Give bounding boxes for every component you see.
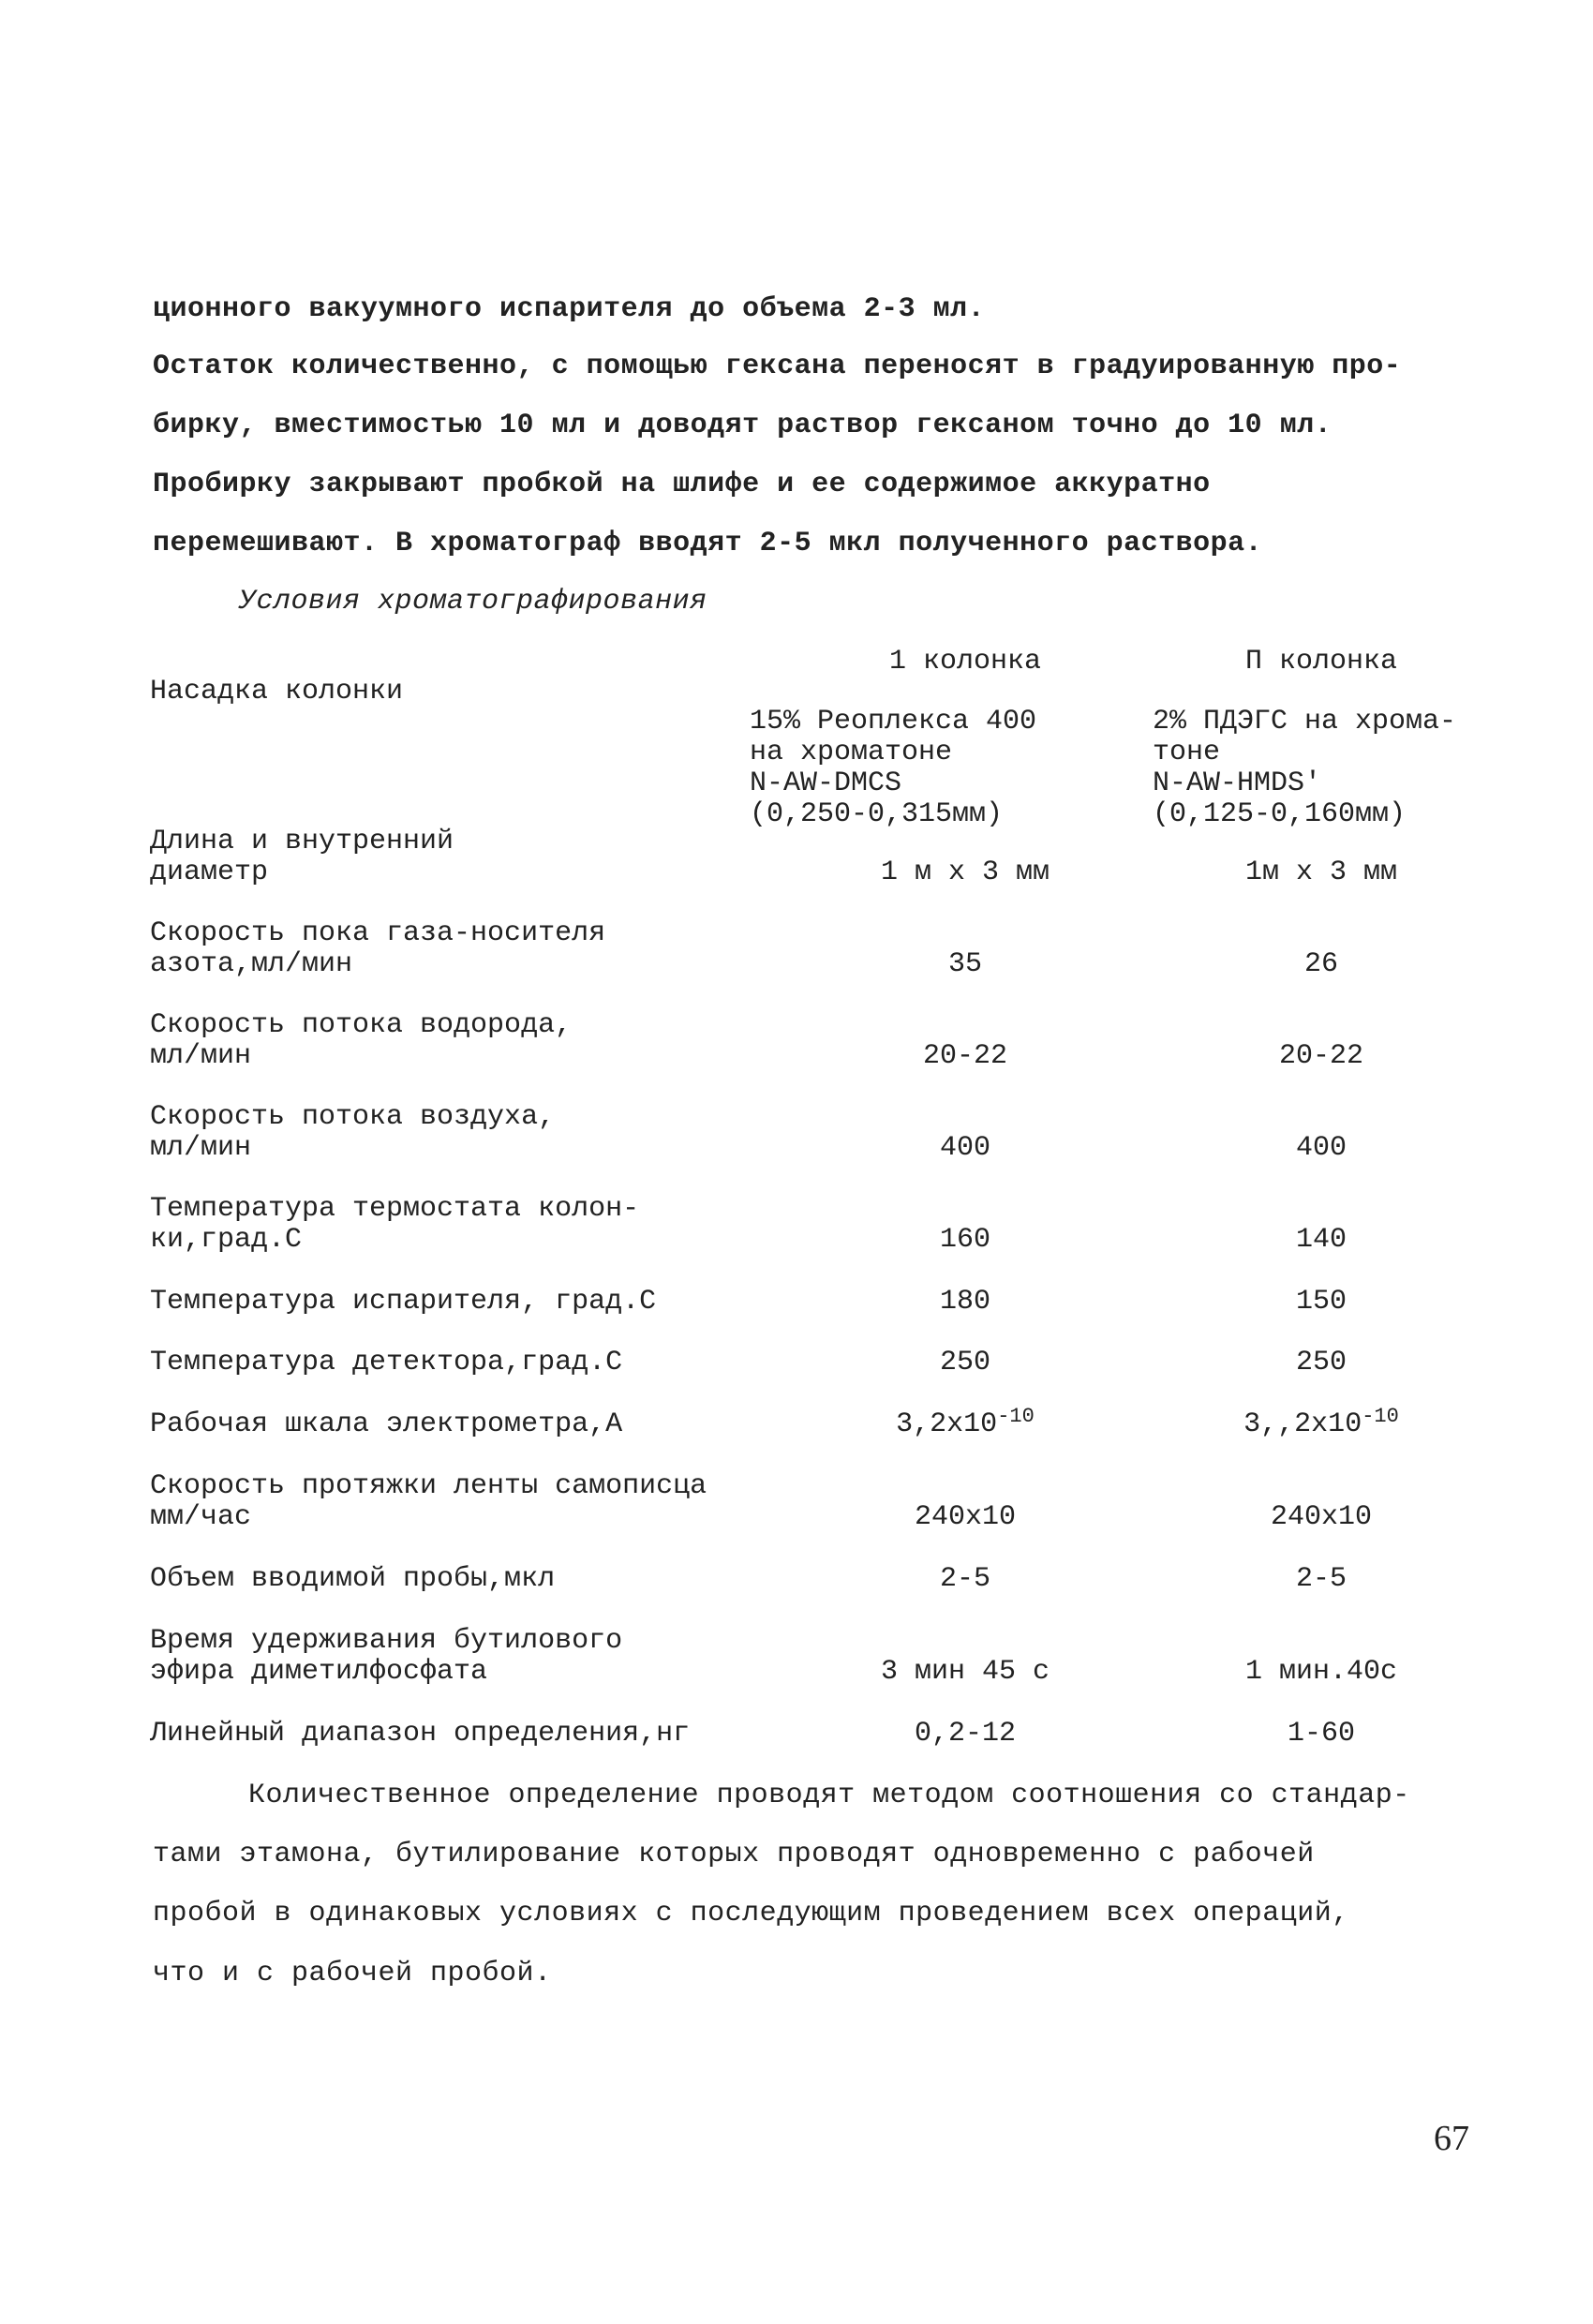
text-line: Пробирку закрывают пробкой на шлифе и ее содержимое аккуратно	[153, 469, 1211, 500]
cell-col2: 240х10	[1270, 1501, 1373, 1533]
cell-col1: 0,2-12	[914, 1718, 1017, 1750]
text-line: Остаток количественно, с помощью гексана переносят в градуированную про-	[153, 350, 1402, 382]
cell-col2	[1134, 1405, 1509, 1440]
section-title: Условия хроматографирования	[239, 586, 707, 618]
cell-col1: 20-22	[922, 1040, 1007, 1072]
cell-col2: 1м х 3 мм	[1244, 857, 1398, 888]
value-exponent: -10	[997, 1405, 1035, 1428]
row-label: Температура термостата колон- ки,град.С	[150, 1193, 640, 1256]
row-label: Температура испарителя, град.С	[150, 1286, 657, 1318]
row-label: Скорость протяжки ленты самописца мм/час	[150, 1470, 707, 1533]
value-mantissa: 3,,2х10	[1243, 1408, 1362, 1440]
cell-col2: 26	[1303, 948, 1338, 980]
row-label: Длина и внутренний диаметр	[150, 826, 454, 888]
cell-col1: 1 м х 3 мм	[880, 857, 1050, 888]
text-line: тами этамона, бутилирование которых проводят одновременно с рабочей	[153, 1839, 1315, 1870]
row-label: Насадка колонки	[150, 676, 404, 708]
cell-col2: 20-22	[1278, 1040, 1363, 1072]
text-line: перемешивают. В хроматограф вводят 2-5 мкл полученного раствора.	[153, 528, 1263, 559]
row-label: Температура детектора,град.С	[150, 1347, 623, 1378]
cell-col1: 160	[939, 1224, 990, 1256]
cell-col2: 150	[1295, 1286, 1347, 1318]
value-exponent: -10	[1362, 1405, 1399, 1428]
cell-col1: 2-5	[939, 1563, 990, 1595]
text-line: что и с рабочей пробой.	[153, 1958, 552, 1989]
row-label: Скорость пока газа-носителя азота,мл/мин	[150, 917, 606, 980]
cell-col2: 250	[1295, 1347, 1347, 1378]
cell-col1	[750, 1405, 1181, 1440]
cell-col2: 2% ПДЭГС на хрома- тоне N-AW-HMDS' (0,125-0,160мм)	[1153, 706, 1457, 830]
cell-col2: 400	[1295, 1132, 1347, 1164]
cell-col1: 35	[947, 948, 982, 980]
row-label: Рабочая шкала электрометра,А	[150, 1408, 623, 1440]
text-line: бирку, вместимостью 10 мл и доводят раствор гексаном точно до 10 мл.	[153, 410, 1332, 441]
cell-col1: 180	[939, 1286, 990, 1318]
column-header-1: 1 колонка	[888, 646, 1042, 678]
row-label: Линейный диапазон определения,нг	[150, 1718, 691, 1750]
text-line: ционного вакуумного испарителя до объема 2-3 мл.	[153, 293, 986, 325]
cell-col2: 2-5	[1295, 1563, 1347, 1595]
text-line: пробой в одинаковых условиях с последующим проведением всех операций,	[153, 1898, 1349, 1929]
cell-col1: 240х10	[914, 1501, 1017, 1533]
cell-col1: 15% Реоплекса 400 на хроматоне N-AW-DMCS (0,250-0,315мм)	[750, 706, 1037, 830]
value-mantissa: 3,2х10	[896, 1408, 998, 1440]
cell-col1: 400	[939, 1132, 990, 1164]
column-header-2: П колонка	[1244, 646, 1398, 678]
cell-col1: 3 мин 45 с	[880, 1656, 1050, 1688]
cell-col2: 1 мин.40с	[1244, 1656, 1398, 1688]
text-line: Количественное определение проводят методом соотношения со стандар-	[248, 1780, 1410, 1811]
page-number: 67	[1434, 2119, 1469, 2158]
cell-col2: 1-60	[1287, 1718, 1355, 1750]
row-label: Время удерживания бутилового эфира диметилфосфата	[150, 1625, 623, 1688]
row-label: Скорость потока воздуха, мл/мин	[150, 1101, 556, 1164]
cell-col2: 140	[1295, 1224, 1347, 1256]
cell-col1: 250	[939, 1347, 990, 1378]
row-label: Скорость потока водорода, мл/мин	[150, 1009, 573, 1072]
row-label: Объем вводимой пробы,мкл	[150, 1563, 556, 1595]
